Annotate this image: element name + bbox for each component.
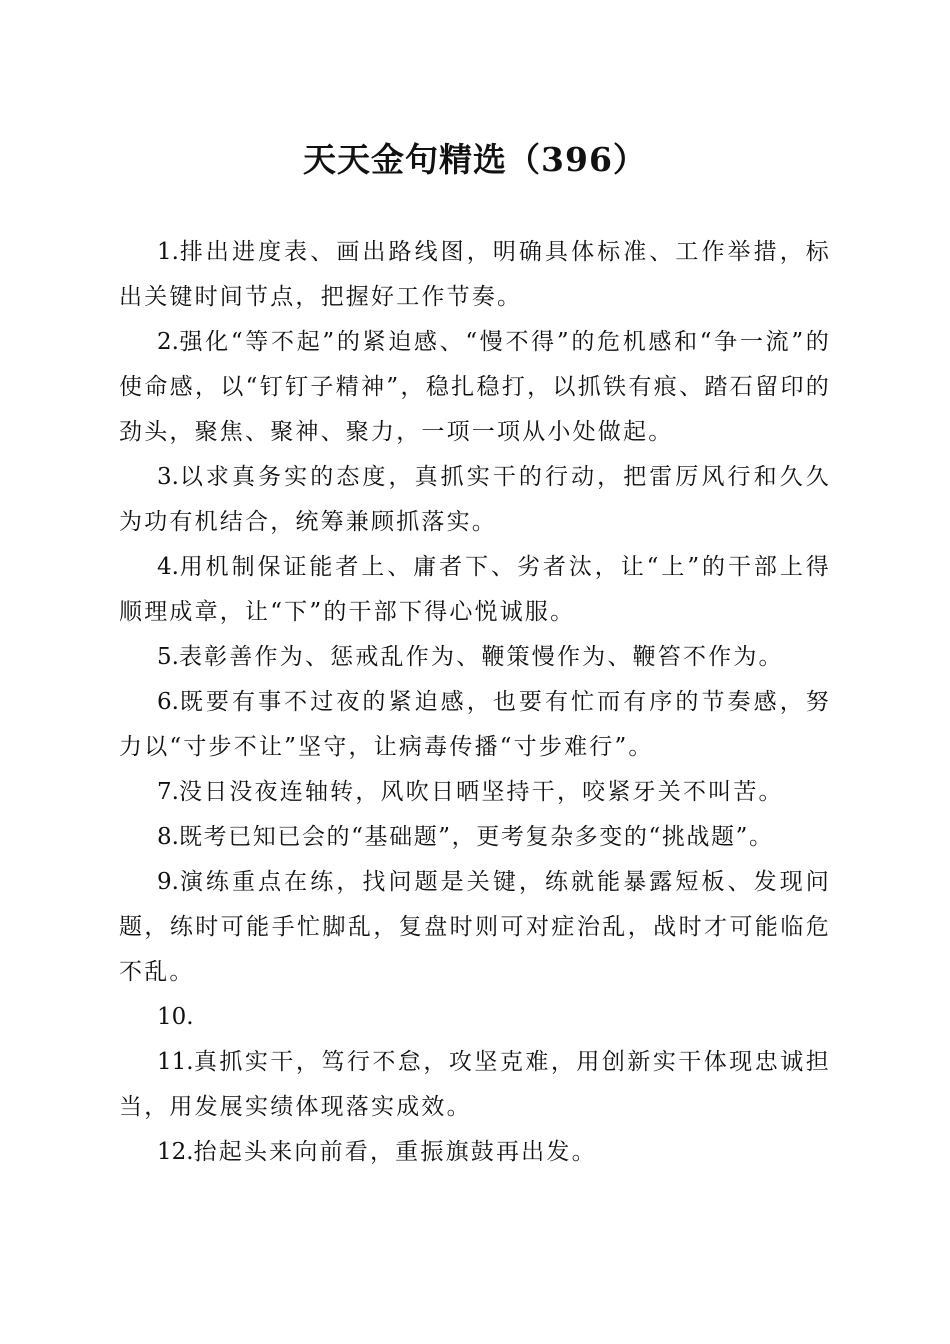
- item-text: 强化“等不起”的紧迫感、“慢不得”的危机感和“争一流”的使命感，以“钉钉子精神”，稳扎稳打，以抓铁有痕、踏石留印的劲头，聚焦、聚神、聚力，一项一项从小处做起。: [119, 329, 831, 445]
- item-number: 7.: [157, 779, 179, 805]
- list-item: [119, 1040, 831, 1130]
- list-item: [119, 860, 831, 995]
- item-number: 8.: [157, 824, 179, 850]
- document-body: [119, 230, 831, 1175]
- item-text: 既考已知已会的“基础题”，更考复杂多变的“挑战题”。: [178, 824, 774, 850]
- item-number: 3.: [157, 464, 179, 490]
- item-number: 5.: [157, 644, 179, 670]
- list-item: [119, 815, 831, 860]
- list-item: [119, 1130, 831, 1175]
- document-title: 天天金句精选（396）: [303, 140, 647, 179]
- item-number: 2.: [157, 329, 179, 355]
- item-number: 11.: [157, 1049, 194, 1075]
- item-text: 演练重点在练，找问题是关键，练就能暴露短板、发现问题，练时可能手忙脚乱，复盘时则可对症治乱，战时才可能临危不乱。: [119, 869, 831, 985]
- item-text: 既要有事不过夜的紧迫感，也要有忙而有序的节奏感，努力以“寸步不让”坚守，让病毒传播“寸步难行”。: [119, 689, 831, 760]
- item-text: 抬起头来向前看，重振旗鼓再出发。: [193, 1139, 597, 1165]
- item-number: 10.: [157, 1004, 194, 1030]
- item-text: 表彰善作为、惩戒乱作为、鞭策慢作为、鞭笞不作为。: [178, 644, 784, 670]
- list-item: [119, 770, 831, 815]
- list-item: [119, 230, 831, 320]
- list-item: [119, 320, 831, 455]
- item-number: 12.: [157, 1139, 194, 1165]
- item-number: 1.: [157, 239, 179, 265]
- list-item: [119, 995, 831, 1040]
- item-text: 用机制保证能者上、庸者下、劣者汰，让“上”的干部上得顺理成章，让“下”的干部下得心悦诚服。: [119, 554, 831, 625]
- item-text: 以求真务实的态度，真抓实干的行动，把雷厉风行和久久为功有机结合，统筹兼顾抓落实。: [119, 464, 831, 535]
- item-number: 9.: [157, 869, 179, 895]
- item-text: 排出进度表、画出路线图，明确具体标准、工作举措，标出关键时间节点，把握好工作节奏。: [119, 239, 831, 310]
- list-item: [119, 545, 831, 635]
- list-item: [119, 455, 831, 545]
- item-number: 4.: [157, 554, 179, 580]
- item-number: 6.: [157, 689, 179, 715]
- item-text: 真抓实干，笃行不怠，攻坚克难，用创新实干体现忠诚担当，用发展实绩体现落实成效。: [119, 1049, 831, 1120]
- list-item: [119, 680, 831, 770]
- item-text: 没日没夜连轴转，风吹日晒坚持干，咬紧牙关不叫苦。: [178, 779, 784, 805]
- list-item: [119, 635, 831, 680]
